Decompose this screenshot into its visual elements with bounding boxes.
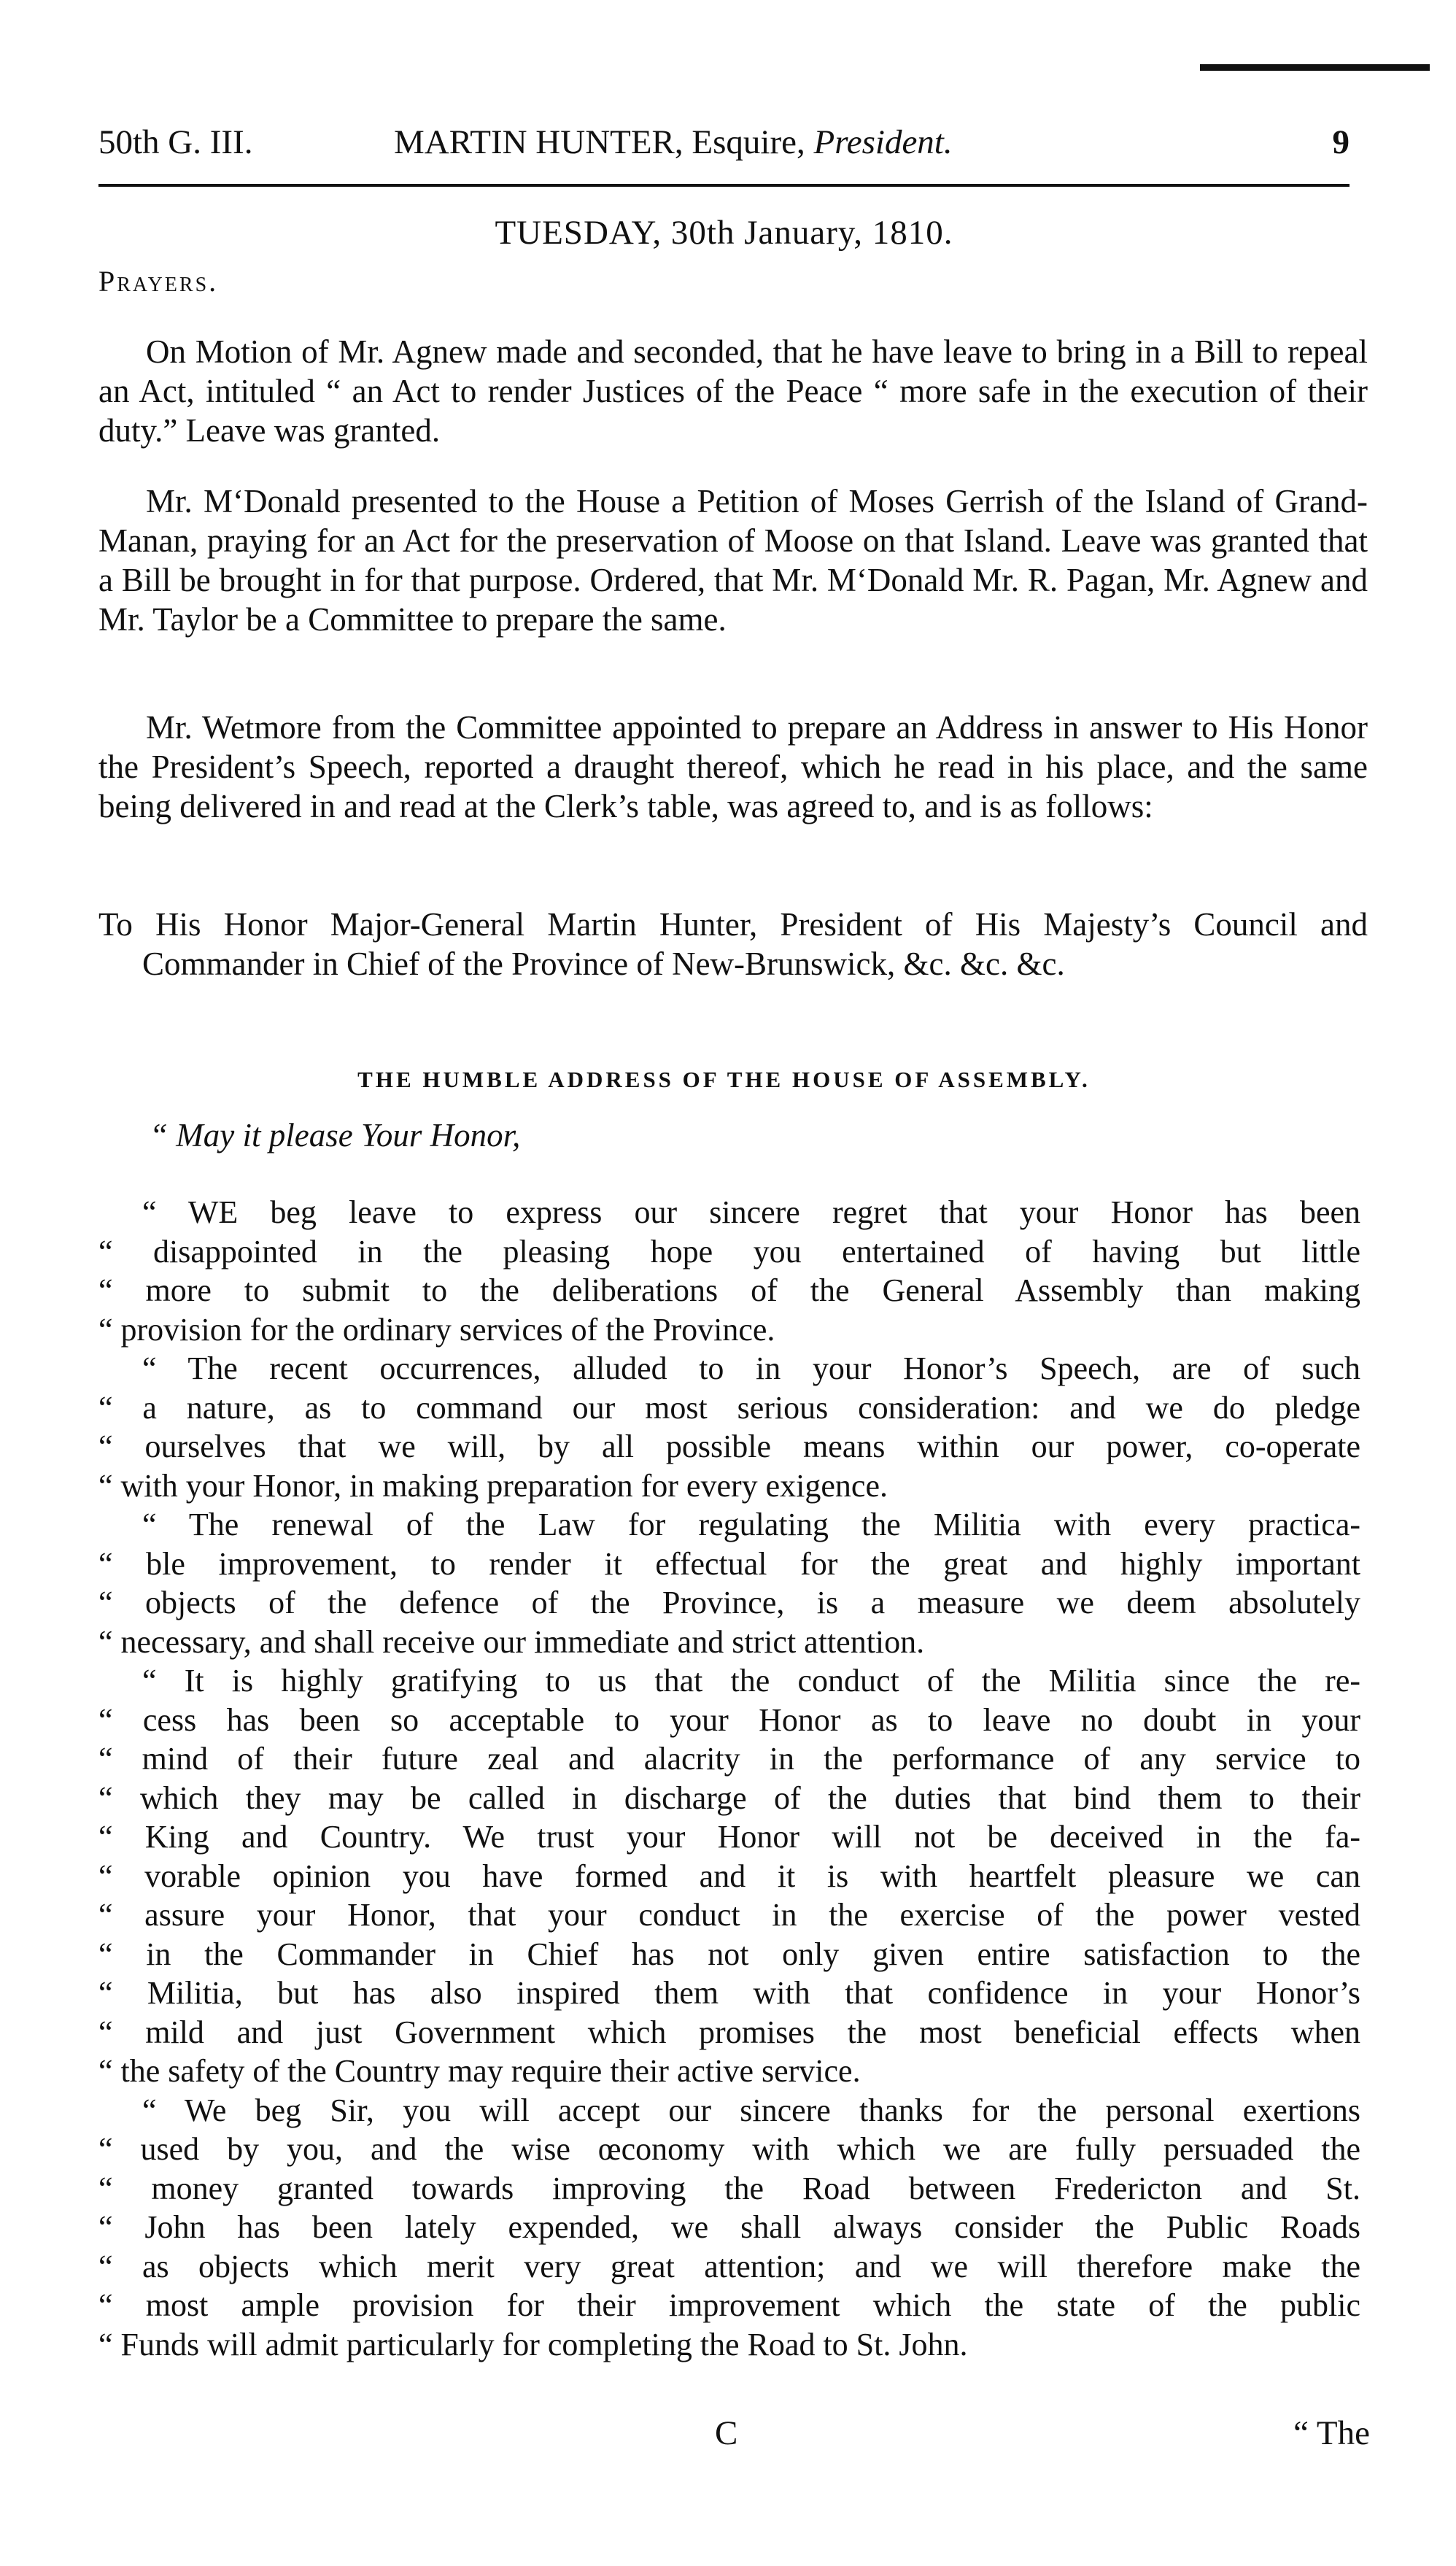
- address-body: [98, 1193, 1360, 2364]
- address-line: “ the safety of the Country may require their active service.: [98, 2053, 861, 2089]
- address-line: “ money granted towards improving the Road between Fredericton and St.: [98, 2170, 1360, 2206]
- presiding-title: President.: [813, 123, 953, 161]
- address-line: “ The renewal of the Law for regulating the Militia with every practica-: [142, 1507, 1360, 1542]
- paragraph-text: Mr. M‘Donald presented to the House a Petition of Moses Gerrish of the Island of Grand-Manan, praying for an Act for the preservation of Moose on that Island. Leave was granted that a Bill be brought in for that purpose. Ordered, that Mr. M‘Donald Mr. R. Pagan, Mr. Agnew and Mr. Taylor be a Committee to prepare the same.: [98, 483, 1368, 638]
- address-line: “ King and Country. We trust your Honor will not be deceived in the fa-: [98, 1819, 1360, 1855]
- address-line: “ ourselves that we will, by all possible means within our power, co-operate: [98, 1429, 1360, 1464]
- header-rule: [98, 184, 1349, 187]
- address-title: THE HUMBLE ADDRESS OF THE HOUSE OF ASSEMBLY.: [357, 1067, 1091, 1092]
- address-recipient: [98, 905, 1368, 983]
- address-line: “ The recent occurrences, alluded to in your Honor’s Speech, are of such: [142, 1350, 1360, 1386]
- address-line: “ as objects which merit very great attention; and we will therefore make the: [98, 2248, 1360, 2284]
- prayers-heading: Prayers.: [98, 265, 219, 298]
- address-line: “ used by you, and the wise œconomy with which we are fully persuaded the: [98, 2131, 1360, 2167]
- running-header: [98, 117, 1349, 168]
- session-date: TUESDAY, 30th January, 1810.: [495, 214, 953, 252]
- paragraph-text: On Motion of Mr. Agnew made and seconded, that he have leave to bring in a Bill to repeal an Act, intituled “ an Act to render Justices of the Peace “ more safe in the execution of their duty.” Leave was granted.: [98, 333, 1368, 449]
- paragraph-text: Mr. Wetmore from the Committee appointed to prepare an Address in answer to His Honor the President’s Speech, reported a draught thereof, which he read in his place, and the same being delivered in and read at the Clerk’s table, was agreed to, and is as follows:: [98, 709, 1368, 824]
- address-line: “ assure your Honor, that your conduct in the exercise of the power vested: [98, 1897, 1360, 1933]
- address-line: “ mild and just Government which promises the most beneficial effects when: [98, 2014, 1360, 2050]
- address-line: “ a nature, as to command our most serious consideration: and we do pledge: [98, 1389, 1360, 1426]
- salutation: “ May it please Your Honor,: [150, 1117, 521, 1153]
- page-number: 9: [1332, 123, 1349, 161]
- address-line: “ Funds will admit particularly for completing the Road to St. John.: [98, 2326, 968, 2362]
- address-line: “ vorable opinion you have formed and it is with heartfelt pleasure we can: [98, 1858, 1360, 1894]
- address-line: “ disappointed in the pleasing hope you entertained of having but little: [98, 1233, 1360, 1270]
- committee-report-paragraph: [98, 708, 1368, 826]
- address-line: “ provision for the ordinary services of the Province.: [98, 1311, 775, 1348]
- regnal-year: 50th G. III.: [98, 123, 253, 161]
- address-line: “ more to submit to the deliberations of the General Assembly than making: [98, 1272, 1360, 1308]
- signature-mark: C: [715, 2414, 738, 2452]
- motion-paragraph: [98, 332, 1368, 450]
- address-line: “ It is highly gratifying to us that the conduct of the Militia since the re-: [142, 1663, 1360, 1699]
- corner-rule: [1200, 64, 1430, 71]
- address-line: “ necessary, and shall receive our immediate and strict attention.: [98, 1623, 925, 1660]
- address-line: “ objects of the defence of the Province, is a measure we deem absolutely: [98, 1585, 1360, 1620]
- address-line: “ We beg Sir, you will accept our sincere thanks for the personal exertions: [142, 2092, 1360, 2128]
- petition-paragraph: [98, 482, 1368, 639]
- address-line: “ John has been lately expended, we shall always consider the Public Roads: [98, 2209, 1360, 2245]
- presiding-officer: MARTIN HUNTER, Esquire, President.: [394, 123, 953, 161]
- address-line: “ WE beg leave to express our sincere regret that your Honor has been: [142, 1194, 1360, 1230]
- recipient-text: To His Honor Major-General Martin Hunter, President of His Majesty’s Council and Commander in Chief of the Province of New-Brunswick, &c. &c. &c.: [98, 906, 1368, 982]
- address-line: “ cess has been so acceptable to your Honor as to leave no doubt in your: [98, 1701, 1360, 1738]
- address-line: “ Militia, but has also inspired them with that confidence in your Honor’s: [98, 1975, 1360, 2011]
- address-line: “ mind of their future zeal and alacrity in the performance of any service to: [98, 1741, 1360, 1777]
- address-line: “ most ample provision for their improvement which the state of the public: [98, 2287, 1360, 2323]
- address-line: “ which they may be called in discharge of the duties that bind them to their: [98, 1779, 1360, 1816]
- catchword: “ The: [1293, 2414, 1370, 2452]
- address-line: “ in the Commander in Chief has not only given entire satisfaction to the: [98, 1936, 1360, 1972]
- address-line: “ with your Honor, in making preparation for every exigence.: [98, 1467, 888, 1504]
- address-line: “ ble improvement, to render it effectual for the great and highly important: [98, 1545, 1360, 1582]
